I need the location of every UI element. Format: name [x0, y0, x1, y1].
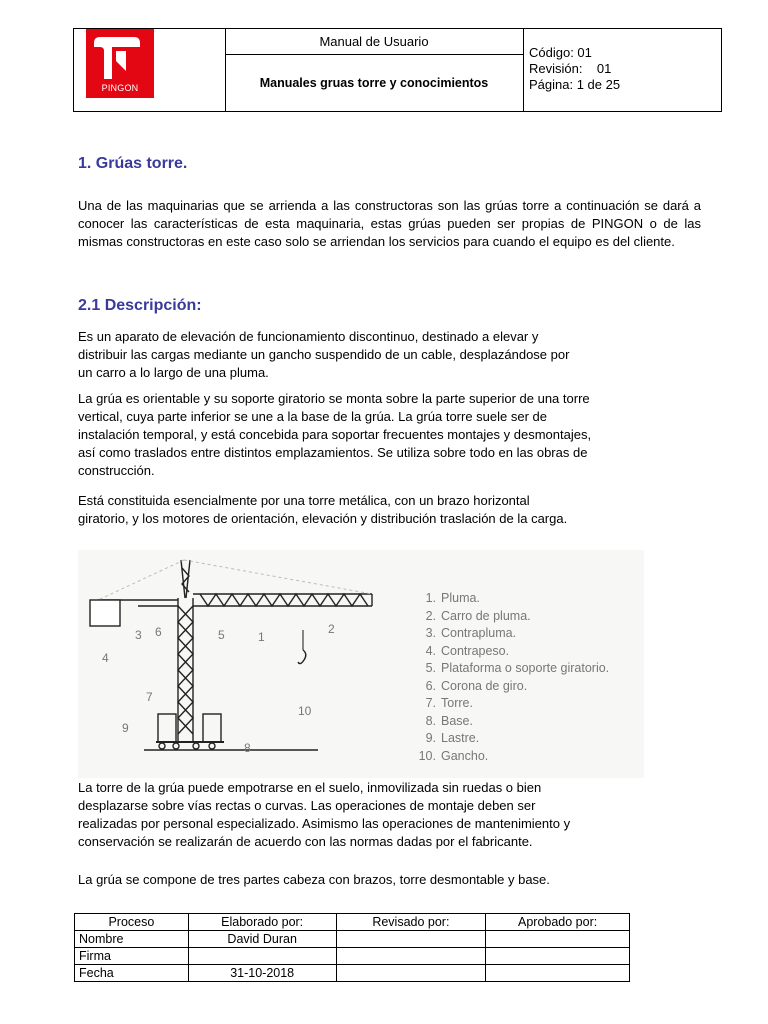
- table-header-row: [75, 914, 630, 931]
- description-paragraph-5: La grúa se compone de tres partes cabeza con brazos, torre desmontable y base.: [78, 872, 550, 887]
- legend-number: 4.: [425, 643, 436, 658]
- document-type: Manual de Usuario: [225, 29, 523, 55]
- logo-cell: [74, 29, 226, 111]
- callout-4: 4: [102, 651, 109, 665]
- legend-item: [410, 660, 609, 678]
- table-cell: [188, 948, 336, 965]
- legend-label: Torre.: [441, 696, 473, 710]
- pingon-logo: [86, 29, 154, 98]
- code-field: Código: 01: [529, 45, 592, 60]
- callout-7: 7: [146, 690, 153, 704]
- legend-number: 8.: [425, 713, 436, 728]
- description-paragraph-2: La grúa es orientable y su soporte giratorio se monta sobre la parte superior de una torre vertical, cuya parte inferior se une a la base de la grúa. La grúa torre suele ser de instalación temporal, y está concebida para soportar frecuentes montajes y desmontajes, así como traslados entre distintos emplazamientos. Se utiliza sobre todo en las obras de construcción.: [78, 391, 592, 478]
- callout-9: 9: [122, 721, 129, 735]
- logo-text: PINGON: [101, 83, 139, 93]
- legend-item: [410, 748, 609, 766]
- table-row: [75, 965, 630, 982]
- section-1-paragraph: Una de las maquinarias que se arrienda a las constructoras son las grúas torre a continuación se dará a conocer las características de esta maquinaria, estas grúas pueden ser propias de PINGON o de las mismas constructoras en este caso solo se arriendan los servicios para cuando el equipo es del cliente.: [78, 198, 701, 249]
- legend-item: [410, 643, 609, 661]
- page-field: Página: 1 de 25: [529, 77, 621, 92]
- legend-item: [410, 730, 609, 748]
- description-paragraph-1: Es un aparato de elevación de funcionamiento discontinuo, destinado a elevar y distribuir las cargas mediante un gancho suspendido de un cable, desplazándose por un carro a lo largo de una pluma.: [78, 329, 570, 380]
- callout-2: 2: [328, 622, 335, 636]
- document-header: [73, 28, 722, 112]
- description-paragraph-3: Está constituida esencialmente por una torre metálica, con un brazo horizontal giratorio, y los motores de orientación, elevación y distribución traslación de la carga.: [78, 493, 568, 526]
- revision-field: Revisión: 01: [529, 61, 612, 76]
- table-cell: [336, 965, 486, 982]
- crane-diagram: [78, 550, 644, 778]
- table-cell: [336, 948, 486, 965]
- legend-item: [410, 590, 609, 608]
- table-cell: David Duran: [188, 931, 336, 948]
- document-meta: [529, 45, 620, 93]
- legend-number: 9.: [425, 731, 436, 745]
- legend-label: Corona de giro.: [441, 678, 528, 693]
- legend-number: 6.: [425, 678, 436, 693]
- legend-label: Contrapluma.: [441, 626, 517, 640]
- legend-number: 10.: [418, 748, 436, 763]
- table-cell: 31-10-2018: [188, 965, 336, 982]
- tower-crane-illustration: [78, 550, 408, 778]
- table-header: Proceso: [75, 914, 189, 931]
- figure-legend: [410, 590, 609, 765]
- legend-item: [410, 625, 609, 643]
- legend-label: Lastre.: [441, 731, 480, 745]
- approval-table: [74, 913, 630, 982]
- legend-label: Gancho.: [441, 748, 489, 763]
- table-header: Aprobado por:: [486, 914, 630, 931]
- header-title-cell: [225, 29, 524, 111]
- section-1-heading: 1. Grúas torre.: [78, 155, 188, 172]
- legend-number: 2.: [425, 608, 436, 623]
- callout-5: 5: [218, 628, 225, 642]
- callout-1: 1: [258, 630, 265, 644]
- legend-item: [410, 678, 609, 696]
- table-row: [75, 948, 630, 965]
- legend-label: Base.: [441, 713, 473, 728]
- callout-6: 6: [155, 625, 162, 639]
- legend-number: 3.: [425, 626, 436, 640]
- table-cell: [486, 931, 630, 948]
- table-row: [75, 931, 630, 948]
- table-header: Elaborado por:: [188, 914, 336, 931]
- legend-label: Pluma.: [441, 591, 480, 605]
- legend-number: 7.: [425, 696, 436, 710]
- table-cell: Fecha: [75, 965, 189, 982]
- callout-3: 3: [135, 628, 142, 642]
- legend-item: [410, 713, 609, 731]
- callout-8: 8: [244, 741, 251, 755]
- legend-label: Contrapeso.: [441, 643, 510, 658]
- legend-number: 1.: [425, 591, 436, 605]
- table-cell: [486, 948, 630, 965]
- legend-number: 5.: [425, 661, 436, 675]
- legend-label: Carro de pluma.: [441, 608, 531, 623]
- table-cell: [486, 965, 630, 982]
- table-header: Revisado por:: [336, 914, 486, 931]
- table-cell: Nombre: [75, 931, 189, 948]
- section-2-heading: 2.1 Descripción:: [78, 297, 202, 314]
- document-title: Manuales gruas torre y conocimientos: [259, 76, 489, 90]
- description-paragraph-4: La torre de la grúa puede empotrarse en el suelo, inmovilizada sin ruedas o bien desplazarse sobre vías rectas o curvas. Las operaciones de montaje deben ser realizadas por personal especializado. Asimismo las operaciones de mantenimiento y conservación se realizarán de acuerdo con las normas dadas por el fabricante.: [78, 780, 571, 849]
- legend-item: [410, 608, 609, 626]
- table-cell: [336, 931, 486, 948]
- table-cell: Firma: [75, 948, 189, 965]
- legend-item: [410, 695, 609, 713]
- callout-10: 10: [298, 704, 312, 718]
- legend-label: Plataforma o soporte giratorio.: [441, 661, 610, 675]
